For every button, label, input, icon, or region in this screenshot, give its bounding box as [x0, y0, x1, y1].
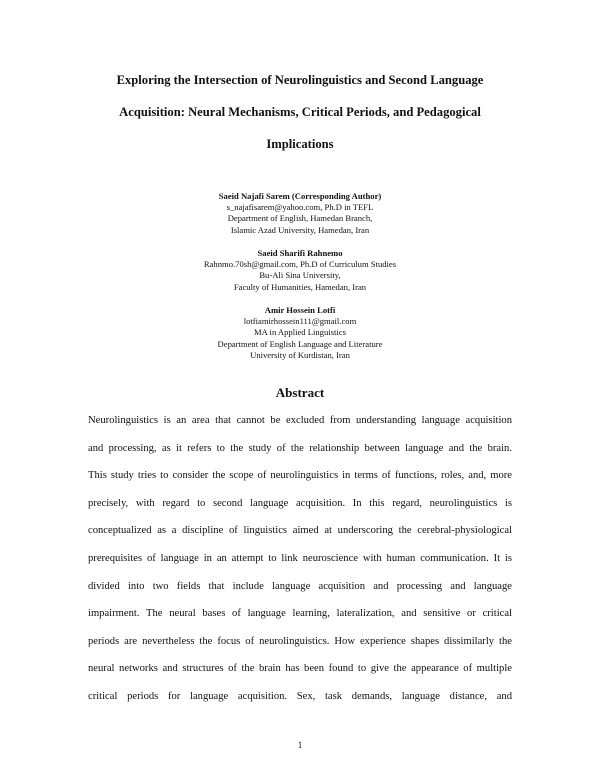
- author-name: Amir Hossein Lotfi: [264, 305, 336, 315]
- author-block-1: [100, 191, 500, 236]
- abstract-line: and processing, as it refers to the study of the relationship between language and the brain.: [88, 442, 512, 454]
- author-university: University of Kurdistan, Iran: [250, 349, 350, 360]
- author-university: Bu-Ali Sina University,: [259, 270, 341, 281]
- abstract-line: Neurolinguistics is an area that cannot be excluded from understanding language acquisition: [88, 415, 512, 426]
- abstract-line: neural networks and structures of the brain has been found to give the appearance of multiple: [88, 663, 512, 675]
- paper-title: [60, 64, 540, 160]
- author-department: Department of English, Hamedan Branch,: [227, 213, 373, 224]
- abstract-line: periods are nevertheless the focus of neurolinguistics. How experience shapes dissimilarly the: [88, 635, 512, 647]
- author-email-degree: Rahnmo.70sh@gmail.com, Ph.D of Curriculum Studies: [203, 259, 397, 270]
- author-degree: MA in Applied Linguistics: [254, 327, 346, 338]
- abstract-line: conceptualized as a discipline of linguistics aimed at underscoring the cerebral-physiological: [88, 525, 512, 537]
- abstract-line: This study tries to consider the scope of neurolinguistics in terms of functions, roles, and, more: [88, 470, 512, 482]
- author-institution: Islamic Azad University, Hamedan, Iran: [230, 224, 370, 235]
- author-department: Department of English Language and Literature: [217, 338, 383, 349]
- author-block-3: [100, 305, 500, 361]
- abstract-line: impairment. The neural bases of language learning, lateralization, and sensitive or critical: [88, 608, 512, 620]
- abstract-body: [88, 413, 512, 717]
- page-number: 1: [297, 740, 303, 750]
- author-faculty: Faculty of Humanities, Hamedan, Iran: [233, 281, 367, 292]
- abstract-line: divided into two fields that include language acquisition and processing and language: [88, 580, 512, 592]
- author-email-degree: s_najafisarem@yahoo.com, Ph.D in TEFL: [226, 202, 374, 213]
- author-name: Saeid Najafi Sarem (Corresponding Author): [218, 191, 382, 201]
- author-name: Saeid Sharifi Rahnemo: [257, 248, 343, 258]
- title-line: Exploring the Intersection of Neurolinguistics and Second Language: [116, 73, 484, 87]
- abstract-heading: Abstract: [275, 385, 325, 400]
- author-email: lotfiamirhossein111@gmail.com: [243, 316, 357, 327]
- abstract-line: prerequisites of language in an attempt to link neuroscience with human communication. It is: [88, 552, 512, 564]
- title-line: Implications: [266, 137, 334, 151]
- title-line: Acquisition: Neural Mechanisms, Critical Periods, and Pedagogical: [119, 105, 481, 119]
- abstract-line: precisely, with regard to second language acquisition. In this regard, neurolinguistics is: [88, 497, 512, 509]
- author-block-2: [100, 248, 500, 293]
- abstract-line: critical periods for language acquisition. Sex, task demands, language distance, and: [88, 690, 512, 702]
